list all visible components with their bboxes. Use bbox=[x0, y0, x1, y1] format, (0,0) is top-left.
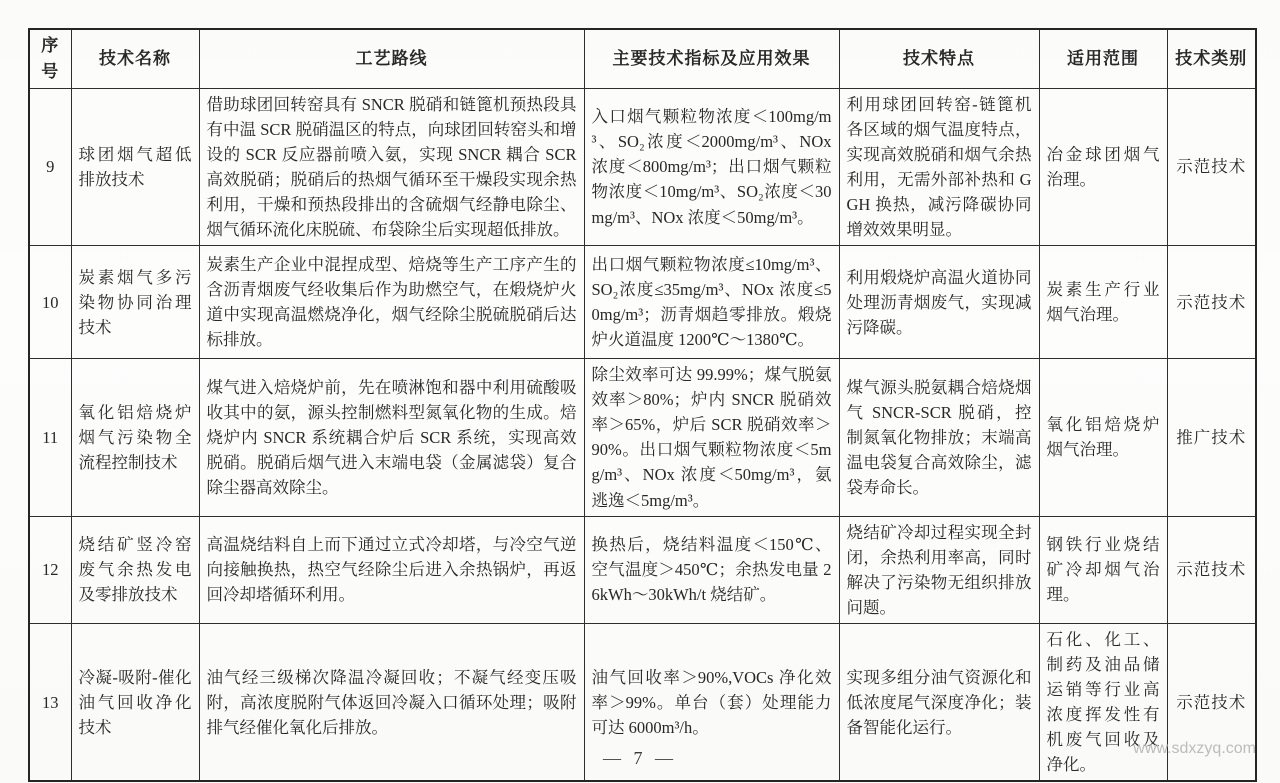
cell-process: 油气经三级梯次降温冷凝回收；不凝气经变压吸附，高浓度脱附气体返回冷凝入口循环处理；吸附排气经催化氧化后排放。 bbox=[199, 623, 584, 781]
table-row bbox=[29, 516, 1256, 623]
cell-scope: 冶金球团烟气治理。 bbox=[1039, 88, 1167, 245]
cell-no: 12 bbox=[29, 516, 71, 623]
cell-name: 球团烟气超低排放技术 bbox=[71, 88, 199, 245]
column-header-name: 技术名称 bbox=[71, 29, 199, 88]
cell-scope: 石化、化工、制药及油品储运销等行业高浓度挥发性有机废气回收及净化。 bbox=[1039, 623, 1167, 781]
cell-process: 高温烧结料自上而下通过立式冷却塔，与冷空气逆向接触换热，热空气经除尘后进入余热锅炉，再返回冷却塔循环利用。 bbox=[199, 516, 584, 623]
watermark-text: www.sdxzyq.com bbox=[1133, 740, 1256, 757]
table-header-row bbox=[29, 29, 1256, 88]
table-row bbox=[29, 88, 1256, 245]
cell-indicators: 除尘效率可达 99.99%；煤气脱氨效率＞80%；炉内 SNCR 脱硝效率＞65%，炉后 SCR 脱硝效率＞90%。出口烟气颗粒物浓度＜5mg/m³、NOx 浓度＜50mg/m³，氨逃逸＜5mg/m³。 bbox=[584, 359, 839, 516]
cell-category: 推广技术 bbox=[1167, 359, 1256, 516]
cell-features: 煤气源头脱氨耦合焙烧烟气 SNCR-SCR 脱硝，控制氮氧化物排放；末端高温电袋复合高效除尘，滤袋寿命长。 bbox=[839, 359, 1039, 516]
cell-indicators: 入口烟气颗粒物浓度＜100mg/m³、SO₂浓度＜2000mg/m³、NOx 浓度＜800mg/m³；出口烟气颗粒物浓度＜10mg/m³、SO₂浓度＜30mg/m³、NOx 浓度＜50mg/m³。 bbox=[584, 88, 839, 245]
page-number: — 7 — bbox=[603, 748, 677, 768]
cell-indicators: 出口烟气颗粒物浓度≤10mg/m³、SO₂浓度≤35mg/m³、NOx 浓度≤50mg/m³；沥青烟趋零排放。煅烧炉火道温度 1200℃～1380℃。 bbox=[584, 246, 839, 359]
cell-name: 烧结矿竖冷窑废气余热发电及零排放技术 bbox=[71, 516, 199, 623]
cell-process: 煤气进入焙烧炉前，先在喷淋饱和器中利用硫酸吸收其中的氨，源头控制燃料型氮氧化物的生成。焙烧炉内 SNCR 系统耦合炉后 SCR 系统，实现高效脱硝。脱硝后烟气进入末端电袋（金属滤袋）复合除尘器高效除尘。 bbox=[199, 359, 584, 516]
cell-name: 炭素烟气多污染物协同治理技术 bbox=[71, 246, 199, 359]
cell-features: 实现多组分油气资源化和低浓度尾气深度净化；装备智能化运行。 bbox=[839, 623, 1039, 781]
cell-features: 利用煅烧炉高温火道协同处理沥青烟废气，实现减污降碳。 bbox=[839, 246, 1039, 359]
cell-no: 11 bbox=[29, 359, 71, 516]
cell-indicators: 油气回收率＞90%,VOCs 净化效率＞99%。单台（套）处理能力可达 6000m³/h。 bbox=[584, 623, 839, 781]
column-header-no: 序号 bbox=[29, 29, 71, 88]
cell-category: 示范技术 bbox=[1167, 246, 1256, 359]
column-header-category: 技术类别 bbox=[1167, 29, 1256, 88]
cell-scope: 钢铁行业烧结矿冷却烟气治理。 bbox=[1039, 516, 1167, 623]
cell-no: 9 bbox=[29, 88, 71, 245]
column-header-scope: 适用范围 bbox=[1039, 29, 1167, 88]
column-header-features: 技术特点 bbox=[839, 29, 1039, 88]
cell-no: 10 bbox=[29, 246, 71, 359]
cell-name: 冷凝-吸附-催化油气回收净化技术 bbox=[71, 623, 199, 781]
cell-name: 氧化铝焙烧炉烟气污染物全流程控制技术 bbox=[71, 359, 199, 516]
column-header-indicators: 主要技术指标及应用效果 bbox=[584, 29, 839, 88]
table-row bbox=[29, 246, 1256, 359]
cell-category: 示范技术 bbox=[1167, 516, 1256, 623]
cell-scope: 炭素生产行业烟气治理。 bbox=[1039, 246, 1167, 359]
cell-features: 利用球团回转窑-链篦机各区域的烟气温度特点，实现高效脱硝和烟气余热利用，无需外部补热和 GGH 换热，减污降碳协同增效效果明显。 bbox=[839, 88, 1039, 245]
column-header-process: 工艺路线 bbox=[199, 29, 584, 88]
cell-scope: 氧化铝焙烧炉烟气治理。 bbox=[1039, 359, 1167, 516]
technology-table bbox=[28, 28, 1257, 782]
cell-category: 示范技术 bbox=[1167, 88, 1256, 245]
cell-features: 烧结矿冷却过程实现全封闭，余热利用率高，同时解决了污染物无组织排放问题。 bbox=[839, 516, 1039, 623]
cell-process: 借助球团回转窑具有 SNCR 脱硝和链篦机预热段具有中温 SCR 脱硝温区的特点，向球团回转窑头和增设的 SCR 反应器前喷入氨，实现 SNCR 耦合 SCR 高效脱硝；脱硝后的热烟气循环至干燥段实现余热利用，干燥和预热段排出的含硫烟气经静电除尘、烟气循环流化床脱硫、布袋除尘后实现超低排放。 bbox=[199, 88, 584, 245]
cell-category: 示范技术 bbox=[1167, 623, 1256, 781]
cell-no: 13 bbox=[29, 623, 71, 781]
cell-indicators: 换热后，烧结料温度＜150℃、空气温度＞450℃；余热发电量 26kWh～30kWh/t 烧结矿。 bbox=[584, 516, 839, 623]
table-row bbox=[29, 359, 1256, 516]
cell-process: 炭素生产企业中混捏成型、焙烧等生产工序产生的含沥青烟废气经收集后作为助燃空气，在煅烧炉火道中实现高温燃烧净化，烟气经除尘脱硫脱硝后达标排放。 bbox=[199, 246, 584, 359]
